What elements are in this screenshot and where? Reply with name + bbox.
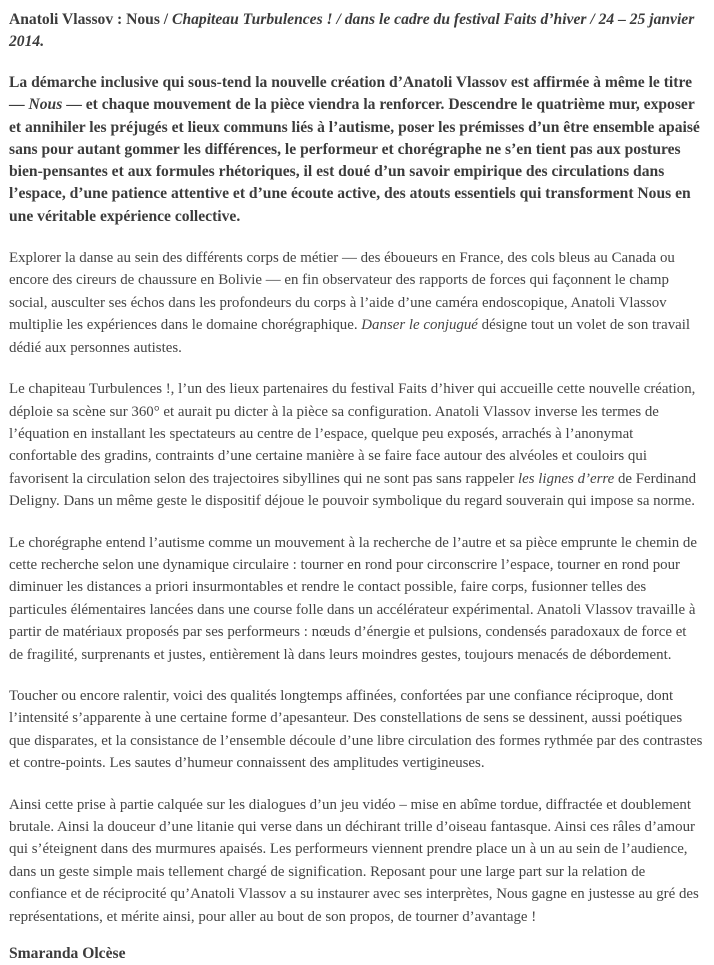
paragraph-2-text-1: Le chapiteau Turbulences !, l’un des lieux partenaires du festival Faits d’hiver qui accueille cette nouvelle création, déploie sa scène sur 360° et aurait pu dicter à la pièce sa configuration. Anatoli Vlassov inverse les termes de l’équation en installant les spectateurs au centre de l’espace, quelque peu exposés, arrachés à l’anonymat confortable des gradins, contraints d’une certaine manière à se faire face autour des alvéoles et couloirs qui favorisent la circulation selon des trajectoires sibyllines qui ne sont pas sans rappeler [9, 381, 696, 487]
lede-title-italic: Nous [28, 96, 63, 114]
author-signature: Smaranda Olcèse [9, 945, 126, 963]
paragraph-1-text-2: désigne tout un volet de son travail dédié aux personnes autistes. [9, 317, 691, 356]
lede-text-1: La démarche inclusive qui sous-tend la nouvelle création d’Anatoli Vlassov est affirmée à même le titre — [9, 74, 693, 114]
paragraph-1-italic: Danser le conjugué [361, 317, 478, 334]
header-venue-dates: Chapiteau Turbulences ! / dans le cadre du festival Faits d’hiver / 24 – 25 janvier 2014. [9, 11, 695, 50]
article-header [9, 9, 704, 53]
paragraph-2-text-2: de Ferdinand Deligny. Dans un même geste le dispositif déjoue le pouvoir symbolique du regard souverain qui impose sa norme. [9, 470, 697, 510]
paragraph-2-italic: les lignes d’erre [518, 470, 615, 487]
header-artist-title: Anatoli Vlassov : Nous / [9, 11, 173, 28]
body-paragraph-2 [9, 378, 704, 512]
body-paragraph-3: Le chorégraphe entend l’autisme comme un mouvement à la recherche de l’autre et sa pièce emprunte le chemin de cette recherche selon une dynamique circulaire : tourner en rond pour circonscrire l’espace, tourner en rond pour diminuer les distances a priori insurmontables et rendre le contact possible, faire corps, fusionner telles des particules élémentaires lancées dans une course folle dans un accélérateur expérimental. Anatoli Vlassov travaille à partir de matériaux proposés par ses performeurs : nœuds d’énergie et pulsions, condensés paradoxaux de force et de fragilité, surprenants et justes, entièrement là dans leurs moindres gestes, toujours menacés de débordement. [9, 534, 697, 663]
paragraph-1-text-1: Explorer la danse au sein des différents corps de métier — des éboueurs en France, des cols bleus au Canada ou encore des cireurs de chaussure en Bolivie — en fin observateur des rapports de forces qui façonnent le champ social, ausculter ses échos dans les profondeurs du corps à l’aide d’une caméra endoscopique, Anatoli Vlassov multiplie les expériences dans le domaine chorégraphique. [9, 250, 675, 334]
lede-text-2: — et chaque mouvement de la pièce viendra la renforcer. Descendre le quatrième mur, exposer et annihiler les préjugés et lieux communs liés à l’autisme, poser les prémisses d’un être ensemble apaisé sans pour autant gommer les différences, le performeur et chorégraphe ne s’en tient pas aux postures bien-pensantes et aux formules rhétoriques, il est doué d’un savoir empirique des circulations dans l’espace, d’une patience attentive et d’une écoute active, des atouts essentiels qui transforment Nous en une véritable expérience collective. [9, 96, 700, 225]
body-paragraph-1 [9, 247, 704, 359]
body-paragraph-5: Ainsi cette prise à partie calquée sur les dialogues d’un jeu vidéo – mise en abîme tordue, diffractée et doublement brutale. Ainsi la douceur d’une litanie qui verse dans un déchirant trille d’oiseau fantasque. Ainsi ces râles d’amour qui s’éteignent dans des murmures apaisés. Les performeurs viennent prendre place un à un au sein de l’audience, dans un geste simple mais tellement chargé de signification. Reposant pour une large part sur la relation de confiance et de réciprocité qu’Anatoli Vlassov a su instaurer avec ses interprètes, Nous gagne en justesse au gré des représentations, et mérite ainsi, pour aller au bout de son propos, de tourner d’avantage ! [9, 796, 699, 925]
lede-paragraph [9, 72, 704, 228]
body-paragraph-4: Toucher ou encore ralentir, voici des qualités longtemps affinées, confortées par une confiance réciproque, dont l’intensité s’apparente à une certaine forme d’apesanteur. Des constellations de sens se dessinent, aussi poétiques que disparates, et la consistance de l’ensemble découle d’une libre circulation des formes rythmée par des contrastes et contre-points. Les sautes d’humeur connaissent des amplitudes vertigineuses. [9, 687, 703, 772]
